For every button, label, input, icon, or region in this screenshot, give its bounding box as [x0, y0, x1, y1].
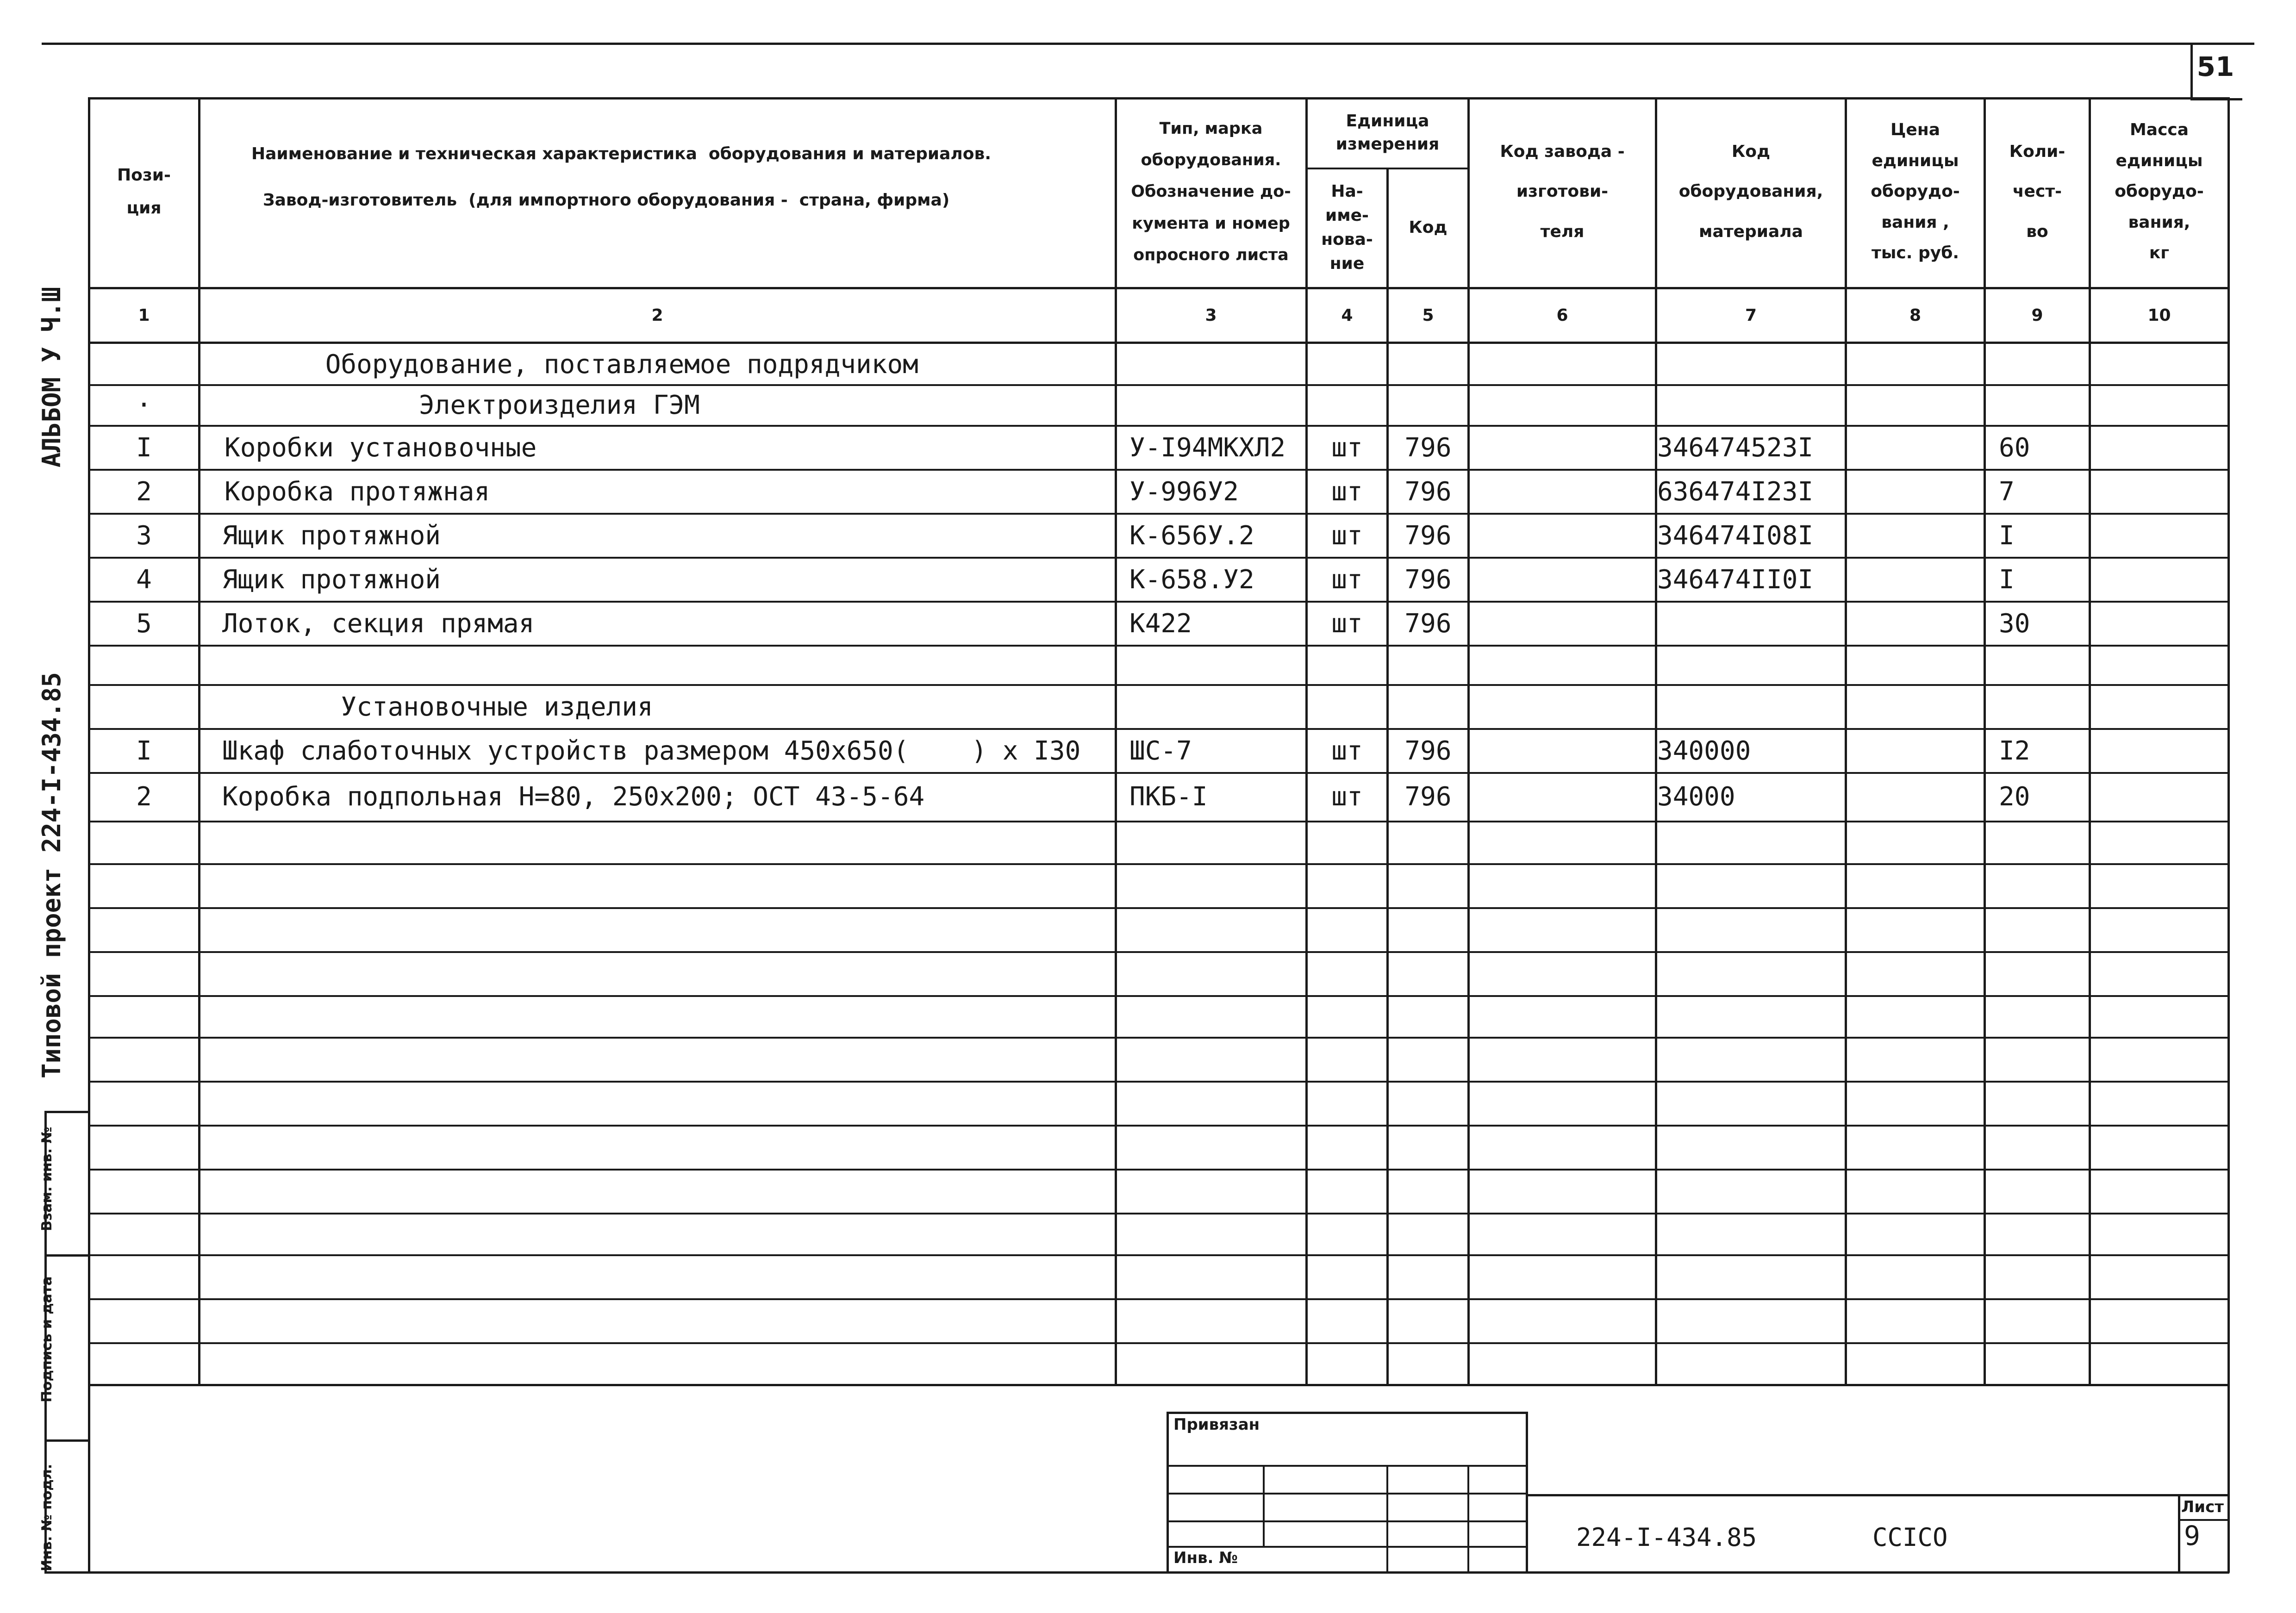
margin-left: [44, 1111, 47, 1573]
column-number: 4: [1341, 305, 1353, 325]
margin-divider-3: [44, 1439, 89, 1442]
row-rule: [88, 1169, 2229, 1171]
row-rule: [88, 995, 2229, 997]
row-unit: шт: [1331, 735, 1363, 766]
row-name: Шкаф слаботочных устройств размером 450х650( ) х I30: [222, 735, 1081, 766]
row-type: К-658.У2: [1129, 564, 1254, 595]
header-unit-name: На- име- нова- ние: [1321, 181, 1373, 274]
column-number: 6: [1556, 305, 1568, 325]
row-position: 4: [136, 564, 152, 595]
margin-divider-1: [44, 1111, 89, 1113]
row-unit-code: 796: [1404, 476, 1452, 507]
header-type: Тип, марка оборудования. Обозначение до- кумента и номер опросного листа: [1131, 119, 1291, 264]
row-rule: [88, 1081, 2229, 1083]
project-caption: Типовой проект 224-I-434.85: [37, 672, 66, 1078]
column-number: 8: [1909, 305, 1922, 325]
row-quantity: 30: [1999, 608, 2030, 639]
column-number: 3: [1205, 305, 1217, 325]
row-item-code: 346474II0I: [1657, 564, 1814, 595]
stamp-col: [1263, 1465, 1265, 1546]
stamp-col: [1467, 1465, 1469, 1571]
field-original-inv: Инв. № подл.: [39, 1464, 55, 1571]
row-item-code: 340000: [1657, 735, 1751, 766]
row-unit-code: 796: [1404, 520, 1452, 551]
field-replaced-inv: Взам. инв. №: [39, 1127, 55, 1231]
header-name-block: [200, 98, 1114, 286]
header-quantity: Коли- чест- во: [2009, 142, 2065, 241]
column-number: 7: [1745, 305, 1757, 325]
row-position: I: [136, 735, 152, 766]
column-number: 10: [2147, 305, 2171, 325]
row-item-code: 636474I23I: [1657, 476, 1814, 507]
header-unit-group: Единица измерения: [1335, 111, 1440, 154]
column-number: 1: [138, 305, 150, 325]
row-unit: шт: [1331, 781, 1363, 812]
column-number: 5: [1422, 305, 1434, 325]
row-quantity: 20: [1999, 781, 2030, 812]
stamp-rule: [1167, 1520, 1528, 1522]
row-name: Коробка подпольная Н=80, 250х200; ОСТ 43-5-64: [222, 781, 925, 812]
row-rule: [88, 1342, 2229, 1344]
row-position: 2: [136, 476, 152, 507]
header-price: Цена единицы оборудо- вания , тыс. руб.: [1871, 120, 1960, 263]
sheet-box-left: [2178, 1494, 2180, 1571]
row-unit-code: 796: [1404, 735, 1452, 766]
document-series: ССIСО: [1872, 1523, 1948, 1552]
row-position: 3: [136, 520, 152, 551]
document-code: 224-I-434.85: [1576, 1523, 1757, 1552]
subsection-title: Установочные изделия: [200, 691, 653, 722]
row-unit: шт: [1331, 520, 1363, 551]
row-unit-code: 796: [1404, 781, 1452, 812]
stamp-top: [1167, 1412, 1528, 1414]
row-unit-code: 796: [1404, 608, 1452, 639]
stamp-rule: [1167, 1465, 1528, 1467]
row-rule: [88, 863, 2229, 865]
row-quantity: I2: [1999, 735, 2030, 766]
row-name: Ящик протяжной: [222, 520, 441, 551]
sheet-number: 9: [2184, 1520, 2200, 1551]
row-rule: [88, 1125, 2229, 1127]
row-type: У-I94МКХЛ2: [1129, 432, 1286, 463]
stamp-bound-label: Привязан: [1173, 1415, 1260, 1434]
row-unit: шт: [1331, 476, 1363, 507]
stamp-rule: [1167, 1546, 1528, 1548]
row-rule: [88, 907, 2229, 909]
header-position: Пози- ция: [117, 166, 171, 218]
section-title: Оборудование, поставляемое подрядчиком: [200, 349, 918, 380]
header-unit-code: Код: [1409, 218, 1447, 237]
header-item-code: Код оборудования, материала: [1678, 142, 1823, 241]
row-rule: [88, 821, 2229, 822]
row-quantity: I: [1999, 564, 2015, 595]
row-rule: [88, 1254, 2229, 1256]
header-name-line1: Наименование и техническая характеристика оборудования и материалов.: [251, 144, 991, 163]
row-name: Ящик протяжной: [222, 564, 441, 595]
frame-bottom: [44, 1571, 2229, 1574]
row-quantity: 7: [1999, 476, 2015, 507]
margin-divider-2: [44, 1254, 89, 1257]
row-rule: [88, 645, 2229, 647]
row-type: К-656У.2: [1129, 520, 1254, 551]
row-position: 2: [136, 781, 152, 812]
row-rule: [88, 951, 2229, 953]
field-signature-date: Подпись и дата: [39, 1276, 55, 1402]
stamp-main-top: [1526, 1494, 2228, 1496]
row-name: Коробка протяжная: [225, 476, 490, 507]
row-position: ·: [136, 390, 152, 420]
row-type: ПКБ-I: [1129, 781, 1208, 812]
stamp-inv-label: Инв. №: [1173, 1549, 1238, 1567]
header-mass: Масса единицы оборудо- вания, кг: [2115, 120, 2204, 263]
row-quantity: 60: [1999, 432, 2030, 463]
top-rule: [42, 43, 2254, 45]
column-number: 9: [2031, 305, 2043, 325]
row-unit-code: 796: [1404, 432, 1452, 463]
row-unit: шт: [1331, 608, 1363, 639]
table-bottom-rule: [88, 1384, 2229, 1386]
column-number: 2: [651, 305, 663, 325]
frame-right: [2227, 97, 2230, 1573]
row-quantity: I: [1999, 520, 2015, 551]
row-name: Лоток, секция прямая: [222, 608, 535, 639]
row-unit-code: 796: [1404, 564, 1452, 595]
album-caption: АЛЬБОМ У Ч.Ш: [37, 286, 66, 467]
row-type: У-996У2: [1129, 476, 1239, 507]
header-plant-code: Код завода - изготови- теля: [1500, 142, 1625, 241]
header-name-line2: Завод-изготовитель (для импортного оборудования - страна, фирма): [263, 191, 950, 210]
row-rule: [88, 1037, 2229, 1039]
row-position: 5: [136, 608, 152, 639]
row-rule: [88, 1213, 2229, 1214]
stamp-rule: [1167, 1493, 1528, 1495]
row-type: К422: [1129, 608, 1192, 639]
row-item-code: 346474523I: [1657, 432, 1814, 463]
row-name: Коробки установочные: [225, 432, 537, 463]
row-position: I: [136, 432, 152, 463]
row-rule: [88, 1298, 2229, 1300]
row-unit: шт: [1331, 432, 1363, 463]
subsection-title: Электроизделия ГЭМ: [200, 390, 700, 420]
page-number: 51: [2196, 51, 2234, 82]
row-item-code: 34000: [1657, 781, 1735, 812]
row-unit: шт: [1331, 564, 1363, 595]
stamp-col: [1386, 1465, 1388, 1571]
row-type: ШС-7: [1129, 735, 1192, 766]
row-item-code: 346474I08I: [1657, 520, 1814, 551]
sheet-label: Лист: [2181, 1498, 2224, 1516]
